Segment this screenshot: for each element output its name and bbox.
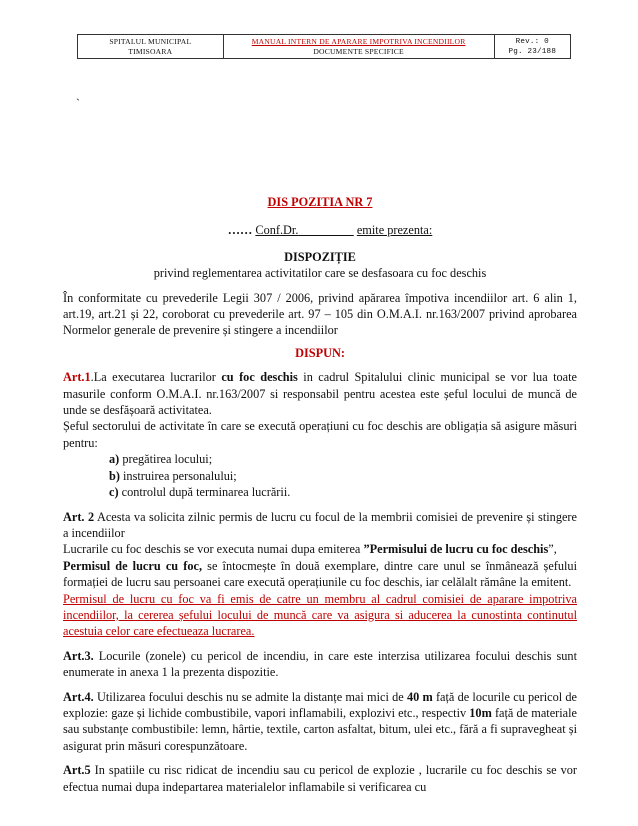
art4-label: Art.4. (63, 689, 94, 704)
art1-item (63, 468, 577, 484)
manual-subtitle: DOCUMENTE SPECIFICE (313, 46, 404, 56)
document-header (77, 34, 571, 59)
issuer-line (63, 222, 577, 238)
hospital-name (78, 35, 224, 59)
item-text: controlul după terminarea lucrării. (118, 485, 291, 500)
item-mark: c) (109, 485, 119, 500)
art2-permit-label: Permisul de lucru cu foc, (63, 558, 203, 573)
art3-paragraph (63, 648, 577, 681)
item-mark: b) (109, 468, 120, 483)
doc-heading: DISPOZIȚIE (284, 249, 356, 264)
art1-text-2: in cadrul Spitalului clinic municipal se vor lua toate masurile conform O.M.A.I. nr.163/2007 si responsabil pentru acestea este șeful locului de muncă de unde se desfășoară activitatea. (63, 370, 577, 418)
art2-text-2: Lucrarile cu foc deschis se vor executa numai dupa emiterea (63, 542, 364, 557)
art2-permit-line (63, 541, 577, 557)
item-text: pregătirea locului; (119, 452, 213, 467)
issuer-conf: Conf.Dr. (255, 223, 299, 238)
art2-copies (63, 558, 577, 591)
issuer-emite: emite prezenta: (356, 223, 433, 238)
art1-text-1: .La executarea lucrarilor (90, 370, 222, 385)
art2-issuer-note: Permisul de lucru cu foc va fi emis de catre un membru al cadrul comisiei de aparare impotriva incendiilor, la cererea șefului locului de muncă care va asigura si aducerea la cunostinta continutul acestuia celor care efectueaza lucrarea. (63, 591, 577, 639)
art5-paragraph (63, 762, 577, 795)
revision: Rev.: 0 (515, 37, 549, 46)
art2-paragraph (63, 509, 577, 542)
art2-text-1: Acesta va solicita zilnic permis de lucru cu focul de la membrii comisiei de prevenire și stingere a incendiilor (63, 509, 577, 540)
art2-copies-text: se întocmește în două exemplare, dintre care unul se înmânează șefului formației de lucru sau persoanei care execută operațiunile cu foc deschis, iar celălalt rămâne la emitent. (63, 558, 577, 590)
revision-cell (494, 35, 570, 59)
intro-paragraph: În conformitate cu prevederile Legii 307 / 2006, privind apărarea împotiva incendiilor art. 6 alin 1, art.19, art.21 și 22, coroborat cu prevederile art. 97 – 105 din O.M.A.I. nr.163/2007 privind aprobarea Normelor generale de prevenire și stingere a incendiilor (63, 290, 577, 338)
art4-distance-2: 10m (469, 705, 492, 720)
art1-bold: cu foc deschis (221, 370, 298, 385)
issuer-dots: …… (227, 223, 253, 238)
hospital-line-1: SPITALUL MUNICIPAL (109, 36, 192, 46)
document-body (63, 194, 577, 795)
art4-text-2: față de locurile cu pericol de explozie: gaze și lichide combustibile, vapori inflamabili, explozivi etc., respectiv (63, 689, 578, 720)
item-mark: a) (109, 452, 120, 467)
art1-item (63, 451, 577, 467)
art2-permit-name: ”Permisului de lucru cu foc deschis (363, 542, 549, 557)
art1-label: Art.1 (63, 370, 91, 385)
manual-title-cell (223, 35, 494, 59)
art4-text-1: Utilizarea focului deschis nu se admite la distanțe mai mici de (93, 689, 407, 704)
manual-title: MANUAL INTERN DE APARARE IMPOTRIVA INCENDIILOR (251, 36, 466, 46)
stray-mark: ` (76, 96, 80, 110)
art1-paragraph (63, 369, 577, 418)
art4-distance-1: 40 m (406, 689, 433, 704)
art4-paragraph (63, 689, 577, 755)
page-number: Pg. 23/188 (508, 47, 557, 56)
art1-obligation: Șeful sectorului de activitate în care se execută operațiuni cu foc deschis are obligația să asigure măsuri pentru: (63, 419, 577, 450)
art1-item (63, 484, 577, 500)
item-text: instruirea personalului; (119, 468, 237, 483)
art3-label: Art.3. (63, 648, 94, 663)
disposition-title: DIS POZITIA NR 7 (267, 195, 373, 209)
art4-text-3: față de materiale sau substanțe combustibile: lemn, hârtie, textile, carton asfaltat, bitum, ulei etc., fără a fi supravegheat și asigurat prin măsuri corespunzătoare. (63, 705, 578, 753)
art5-text: In spatiile cu risc ridicat de incendiu sau cu pericol de explozie , lucrarile cu foc deschis se vor efectua numai dupa indepartarea materialelor inflamabile si verificarea cu (63, 763, 577, 794)
art5-label: Art.5 (63, 763, 91, 778)
art2-label: Art. 2 (63, 509, 95, 524)
dispun-heading: DISPUN: (295, 345, 345, 360)
hospital-line-2: TIMISOARA (128, 46, 173, 56)
art2-text-3: ”, (548, 542, 557, 557)
art3-text: Locurile (zonele) cu pericol de incendiu, in care este interzisa utilizarea focului deschis sunt enumerate in anexa 1 la prezenta dispozitie. (63, 648, 577, 680)
doc-subheading: privind reglementarea activitatilor care se desfasoara cu foc deschis (153, 266, 487, 281)
